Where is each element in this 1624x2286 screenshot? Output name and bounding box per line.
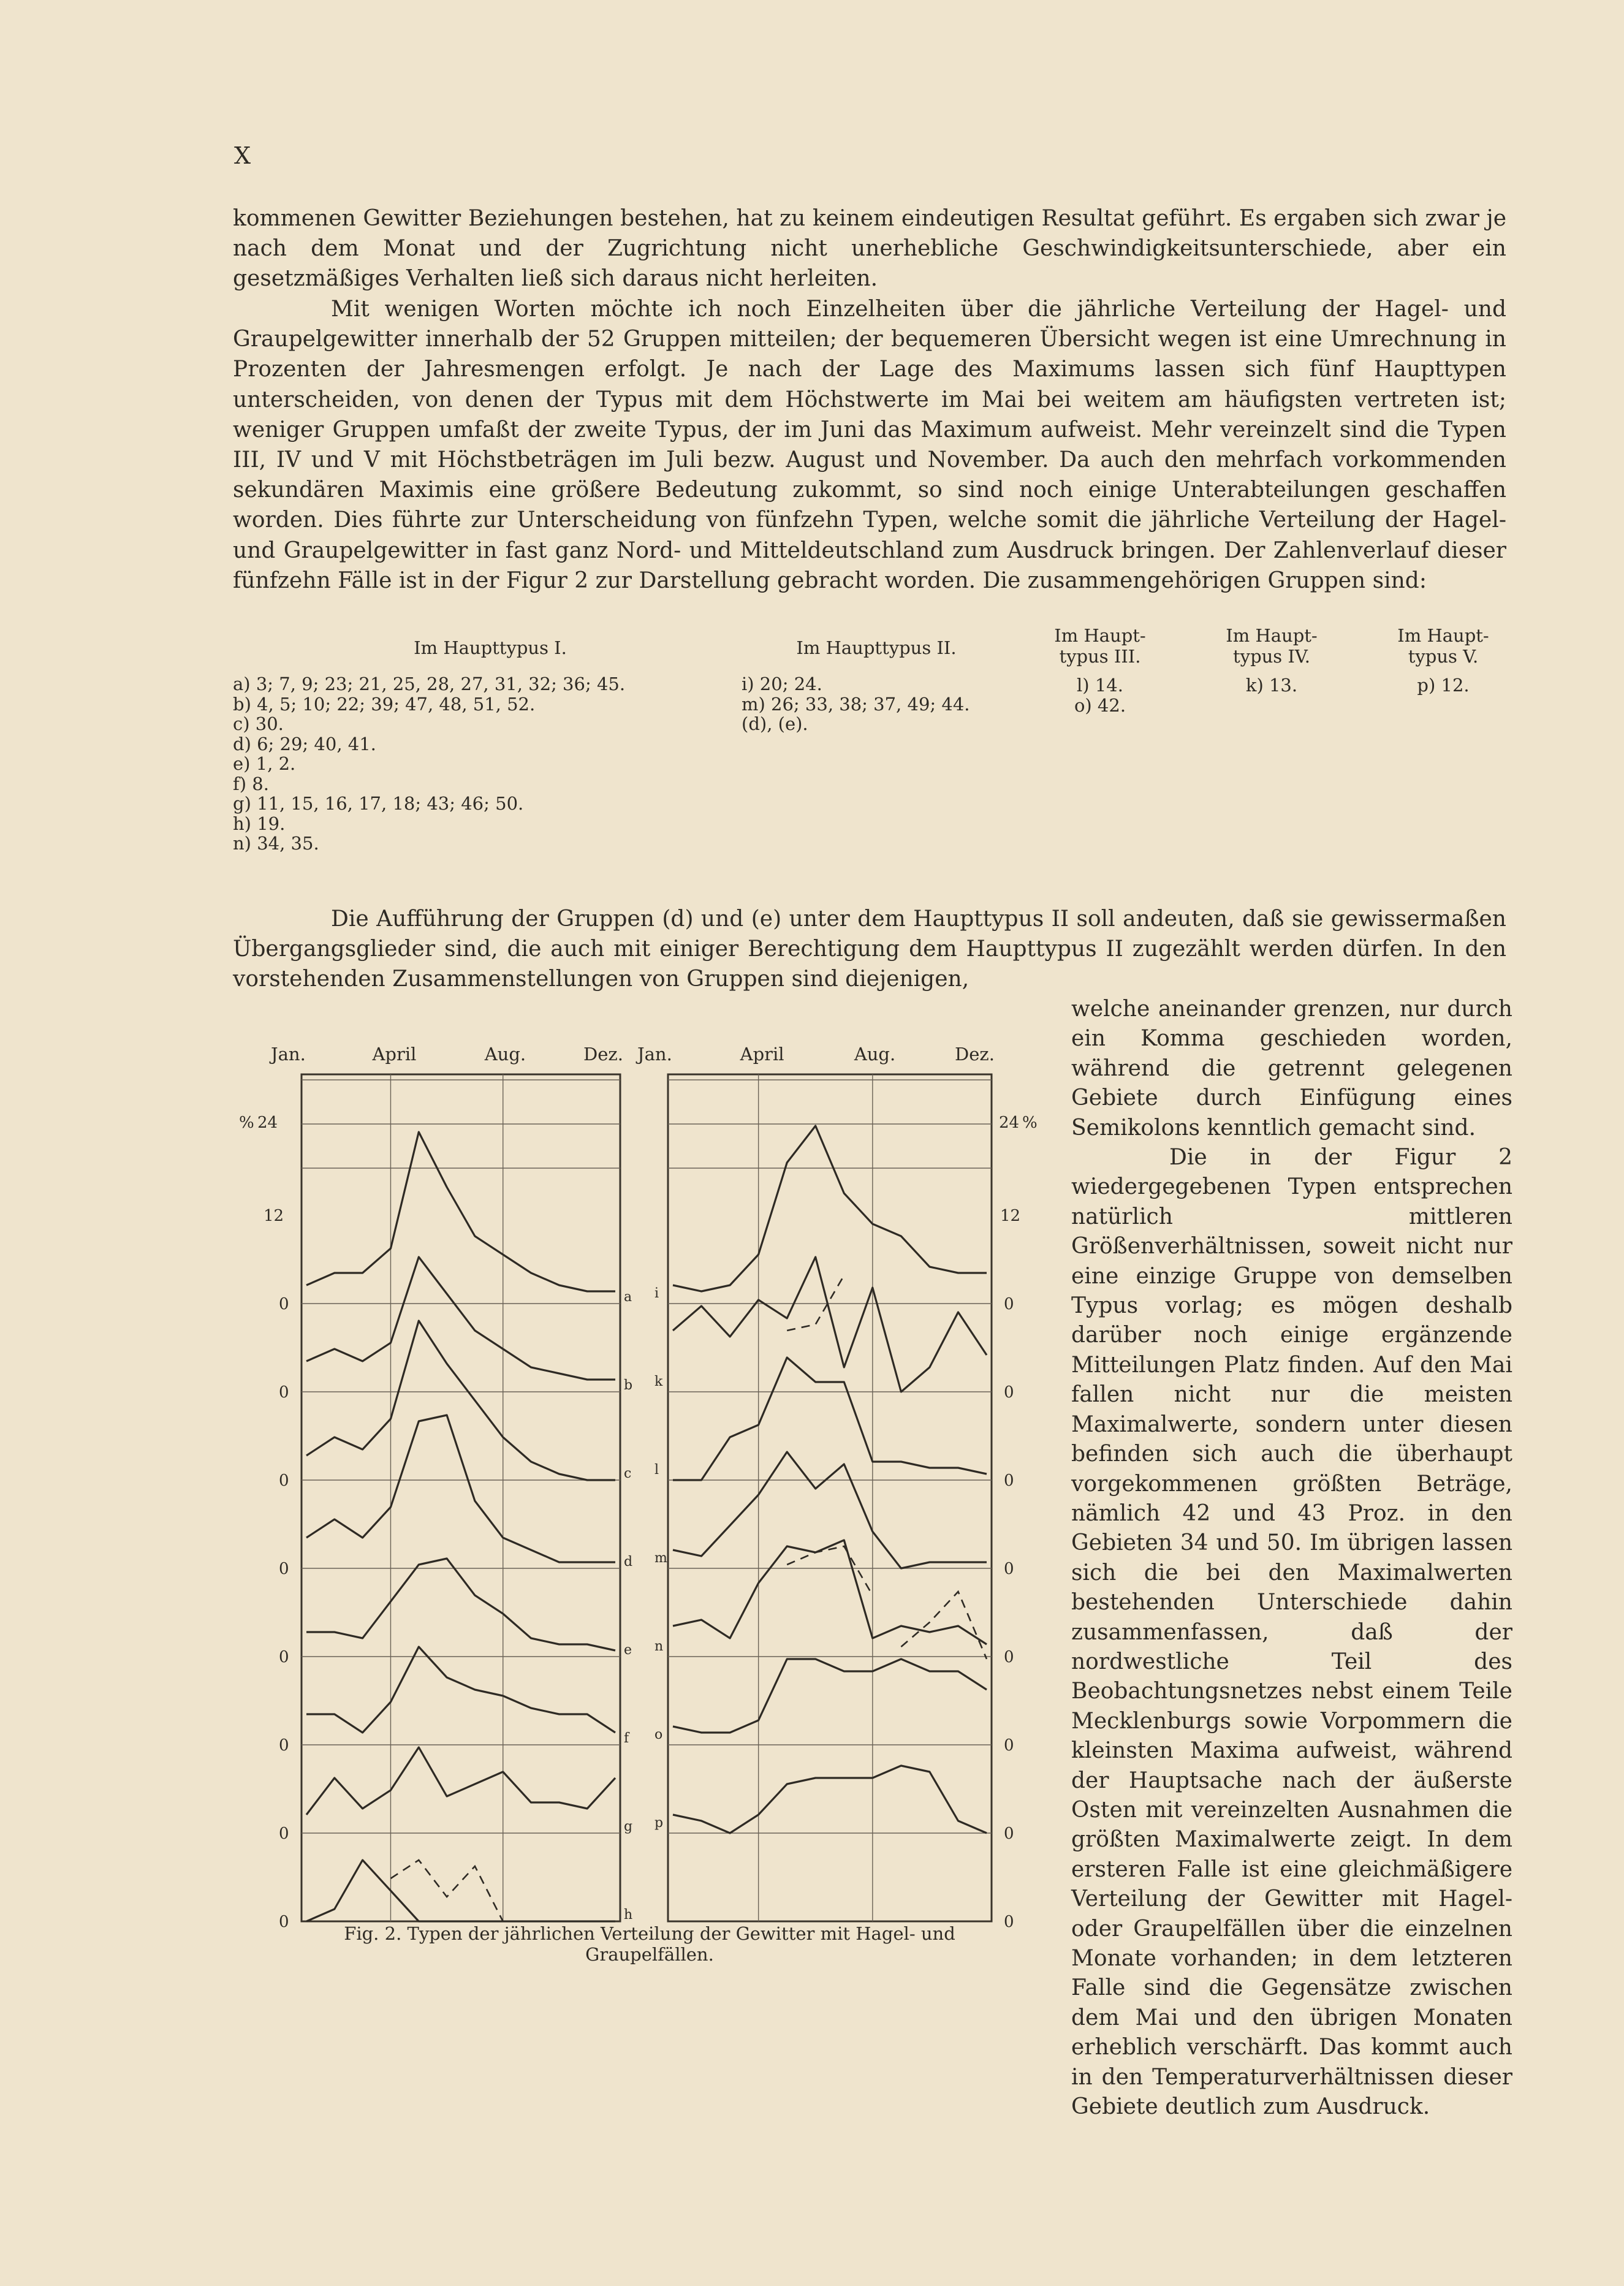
left-scale-9: 0: [279, 1825, 289, 1843]
month-label-0-1: April: [372, 1044, 417, 1065]
dashed-curve-1: [787, 1275, 844, 1331]
curve-label-n: n: [655, 1639, 664, 1654]
group-col-type4: [1201, 625, 1342, 696]
curve-m: [673, 1452, 987, 1568]
paragraph-1: kommenen Gewitter Beziehungen bestehen, hat zu keinem eindeutigen Resultat geführt. Es ergaben sich zwar je nach dem Monat und der Zugrichtung nicht unerhebliche Geschwindigkeitsunterschiede, aber ein gesetzmäßiges Verhalten ließ sich daraus nicht herleiten.: [233, 206, 1506, 292]
group-line-type5-0: p) 12.: [1417, 675, 1470, 696]
month-label-1-2: Aug.: [854, 1044, 896, 1065]
curve-label-c: c: [624, 1466, 632, 1481]
left-scale-10: 0: [279, 1913, 289, 1931]
group-line-type1-5: f) 8.: [233, 773, 269, 794]
curve-b: [306, 1257, 615, 1380]
curve-h: [306, 1860, 615, 1921]
curve-l: [673, 1358, 987, 1480]
group-head-type3-b: typus III.: [1059, 646, 1141, 667]
right-column-text: [1071, 995, 1512, 2122]
month-label-1-1: April: [740, 1044, 784, 1065]
group-line-type1-7: h) 19.: [233, 813, 286, 834]
group-line-type4-0: k) 13.: [1245, 675, 1298, 696]
figure-caption: Fig. 2. Typen der jährlichen Verteilung der Gewitter mit Hagel- und Graupelfällen.: [344, 1923, 955, 1965]
group-table: [233, 619, 1520, 876]
left-scale-6: 0: [279, 1560, 289, 1578]
curve-n: [673, 1540, 987, 1644]
curve-e: [306, 1559, 615, 1650]
curve-label-p: p: [655, 1815, 664, 1831]
left-scale-2: 12: [264, 1207, 284, 1225]
left-scale-4: 0: [279, 1383, 289, 1402]
left-scale-8: 0: [279, 1736, 289, 1755]
curve-label-g: g: [624, 1819, 633, 1834]
figure-2-chart: [221, 1030, 1042, 1973]
group-col-type1: [233, 619, 748, 854]
group-line-type2-1: m) 26; 33, 38; 37, 49; 44.: [742, 693, 970, 715]
curve-label-e: e: [624, 1642, 632, 1658]
group-col-type3: [1030, 625, 1171, 715]
right-scale-3: 0: [1004, 1295, 1014, 1313]
curve-g: [306, 1747, 615, 1815]
right-scale-4: 0: [1004, 1383, 1014, 1402]
group-head-type3-a: Im Haupt-: [1054, 625, 1146, 646]
group-head-type5-b: typus V.: [1408, 646, 1479, 667]
curve-p: [673, 1766, 987, 1833]
curve-label-i: i: [655, 1286, 659, 1301]
group-line-type1-1: b) 4, 5; 10; 22; 39; 47, 48, 51, 52.: [233, 693, 536, 715]
left-scale-7: 0: [279, 1648, 289, 1666]
right-scale-5: 0: [1004, 1471, 1014, 1490]
curve-o: [673, 1659, 987, 1733]
right-scale-0: 24: [999, 1114, 1020, 1132]
month-label-1-3: Dez.: [955, 1044, 995, 1065]
right-scale-6: 0: [1004, 1560, 1014, 1578]
curve-k: [673, 1257, 987, 1392]
page-number: X: [234, 142, 252, 169]
month-label-0-3: Dez.: [583, 1044, 623, 1065]
curve-label-m: m: [655, 1551, 667, 1566]
group-line-type2-2: (d), (e).: [742, 713, 808, 734]
right-scale-9: 0: [1004, 1825, 1014, 1843]
group-line-type1-8: n) 34, 35.: [233, 833, 319, 854]
curve-label-l: l: [655, 1462, 659, 1478]
group-head-type2: Im Haupttypus II.: [796, 637, 957, 658]
group-head-type4-b: typus IV.: [1233, 646, 1310, 667]
group-line-type3-1: o) 42.: [1074, 694, 1126, 716]
group-line-type1-2: c) 30.: [233, 713, 284, 734]
curve-label-h: h: [624, 1907, 633, 1923]
curve-d: [306, 1415, 615, 1562]
group-line-type1-3: d) 6; 29; 40, 41.: [233, 733, 376, 754]
group-line-type1-0: a) 3; 7, 9; 23; 21, 25, 28, 27, 31, 32; 36; 45.: [233, 674, 626, 694]
paragraph-2: Mit wenigen Worten möchte ich noch Einzelheiten über die jährliche Verteilung der Hagel- und Graupelgewitter innerhalb der 52 Gruppen mitteilen; der bequemeren Übersicht wegen ist eine Umrechnung in Prozenten der Jahresmengen erfolgt. Je nach der Lage des Maximums lassen sich fünf Haupttypen unterscheiden, von denen der Typus mit dem Höchstwerte im Mai bei weitem am häufigsten vertreten ist; weniger Gruppen umfaßt der zweite Typus, der im Juni das Maximum aufweist. Mehr vereinzelt sind die Typen III, IV und V mit Höchstbeträgen im Juli bezw. August und November. Da auch den mehrfach vorkommenden sekundären Maximis eine größere Bedeutung zukommt, so sind noch einige Unterabteilungen geschaffen worden. Dies führte zur Unterscheidung von fünfzehn Typen, welche somit die jährliche Verteilung der Hagel- und Graupelgewitter in fast ganz Nord- und Mitteldeutschland zum Ausdruck bringen. Der Zahlenverlauf dieser fünfzehn Fälle ist in der Figur 2 zur Darstellung gebracht worden. Die zusammengehörigen Gruppen sind:: [233, 297, 1506, 593]
group-line-type1-4: e) 1, 2.: [233, 753, 296, 774]
group-col-type2: [742, 619, 1011, 734]
group-line-type3-0: l) 14.: [1077, 675, 1123, 696]
curve-label-d: d: [624, 1554, 633, 1570]
dashed-curve-0: [391, 1860, 503, 1921]
curve-label-o: o: [655, 1727, 663, 1742]
month-label-0-2: Aug.: [484, 1044, 526, 1065]
curve-label-k: k: [655, 1374, 663, 1389]
curve-a: [306, 1132, 615, 1291]
figure-2: [221, 1030, 1042, 1973]
left-scale-0: %: [239, 1114, 254, 1132]
month-label-0-0: Jan.: [271, 1044, 306, 1065]
left-scale-3: 0: [279, 1295, 289, 1313]
dashed-curve-3: [901, 1592, 987, 1659]
right-scale-2: 12: [1000, 1207, 1021, 1225]
group-head-type1: Im Haupttypus I.: [414, 637, 567, 658]
left-scale-5: 0: [279, 1471, 289, 1490]
paragraph-3: Die Aufführung der Gruppen (d) und (e) unter dem Haupttypus II soll andeuten, daß sie gewissermaßen Übergangsglieder sind, die auch mit einiger Berechtigung dem Haupttypus II zugezählt werden dürfen. In den vorstehenden Zusammenstellungen von Gruppen sind diejenigen,: [233, 906, 1506, 992]
group-line-type1-6: g) 11, 15, 16, 17, 18; 43; 46; 50.: [233, 793, 524, 814]
curve-label-b: b: [624, 1378, 633, 1393]
curve-i: [673, 1126, 987, 1291]
curve-label-a: a: [624, 1289, 632, 1305]
right-scale-7: 0: [1004, 1648, 1014, 1666]
group-line-type2-0: i) 20; 24.: [742, 674, 822, 694]
right-paragraph-1: welche aneinander grenzen, nur durch ein Komma geschieden worden, während die getrennt gelegenen Gebiete durch Einfügung eines Semikolons kenntlich gemacht sind.: [1071, 997, 1512, 1141]
curve-f: [306, 1647, 615, 1733]
group-head-type5-a: Im Haupt-: [1397, 625, 1489, 646]
left-scale-1: 24: [257, 1114, 278, 1132]
group-col-type5: [1373, 625, 1514, 696]
right-scale-10: 0: [1004, 1913, 1014, 1931]
right-paragraph-2: Die in der Figur 2 wiedergegebenen Typen entsprechen natürlich mittleren Größenverhältnissen, soweit nicht nur eine einzige Gruppe von demselben Typus vorlag; es mögen deshalb darüber noch einige ergänzende Mitteilungen Platz finden. Auf den Mai fallen nicht nur die meisten Maximalwerte, sondern unter diesen befinden sich auch die überhaupt vorgekommenen größten Beträge, nämlich 42 und 43 Proz. in den Gebieten 34 und 50. Im übrigen lassen sich die bei den Maximalwerten bestehenden Unterschiede dahin zusammenfassen, daß der nordwestliche Teil des Beobachtungsnetzes nebst einem Teile Mecklenburgs sowie Vorpommern die kleinsten Maxima aufweist, während der Hauptsache nach der äußerste Osten mit vereinzelten Ausnahmen die größten Maximalwerte zeigt. In dem ersteren Falle ist eine gleichmäßigere Verteilung der Gewitter mit Hagel- oder Graupelfällen über die einzelnen Monate vorhanden; in dem letzteren Falle sind die Gegensätze zwischen dem Mai und den übrigen Monaten erheblich verschärft. Das kommt auch in den Temperaturverhältnissen dieser Gebiete deutlich zum Ausdruck.: [1071, 1145, 1512, 2120]
right-scale-1: %: [1022, 1114, 1038, 1132]
right-scale-8: 0: [1004, 1736, 1014, 1755]
group-head-type4-a: Im Haupt-: [1226, 625, 1318, 646]
curve-label-f: f: [624, 1731, 629, 1746]
month-label-1-0: Jan.: [637, 1044, 672, 1065]
dashed-curve-2: [787, 1546, 873, 1595]
